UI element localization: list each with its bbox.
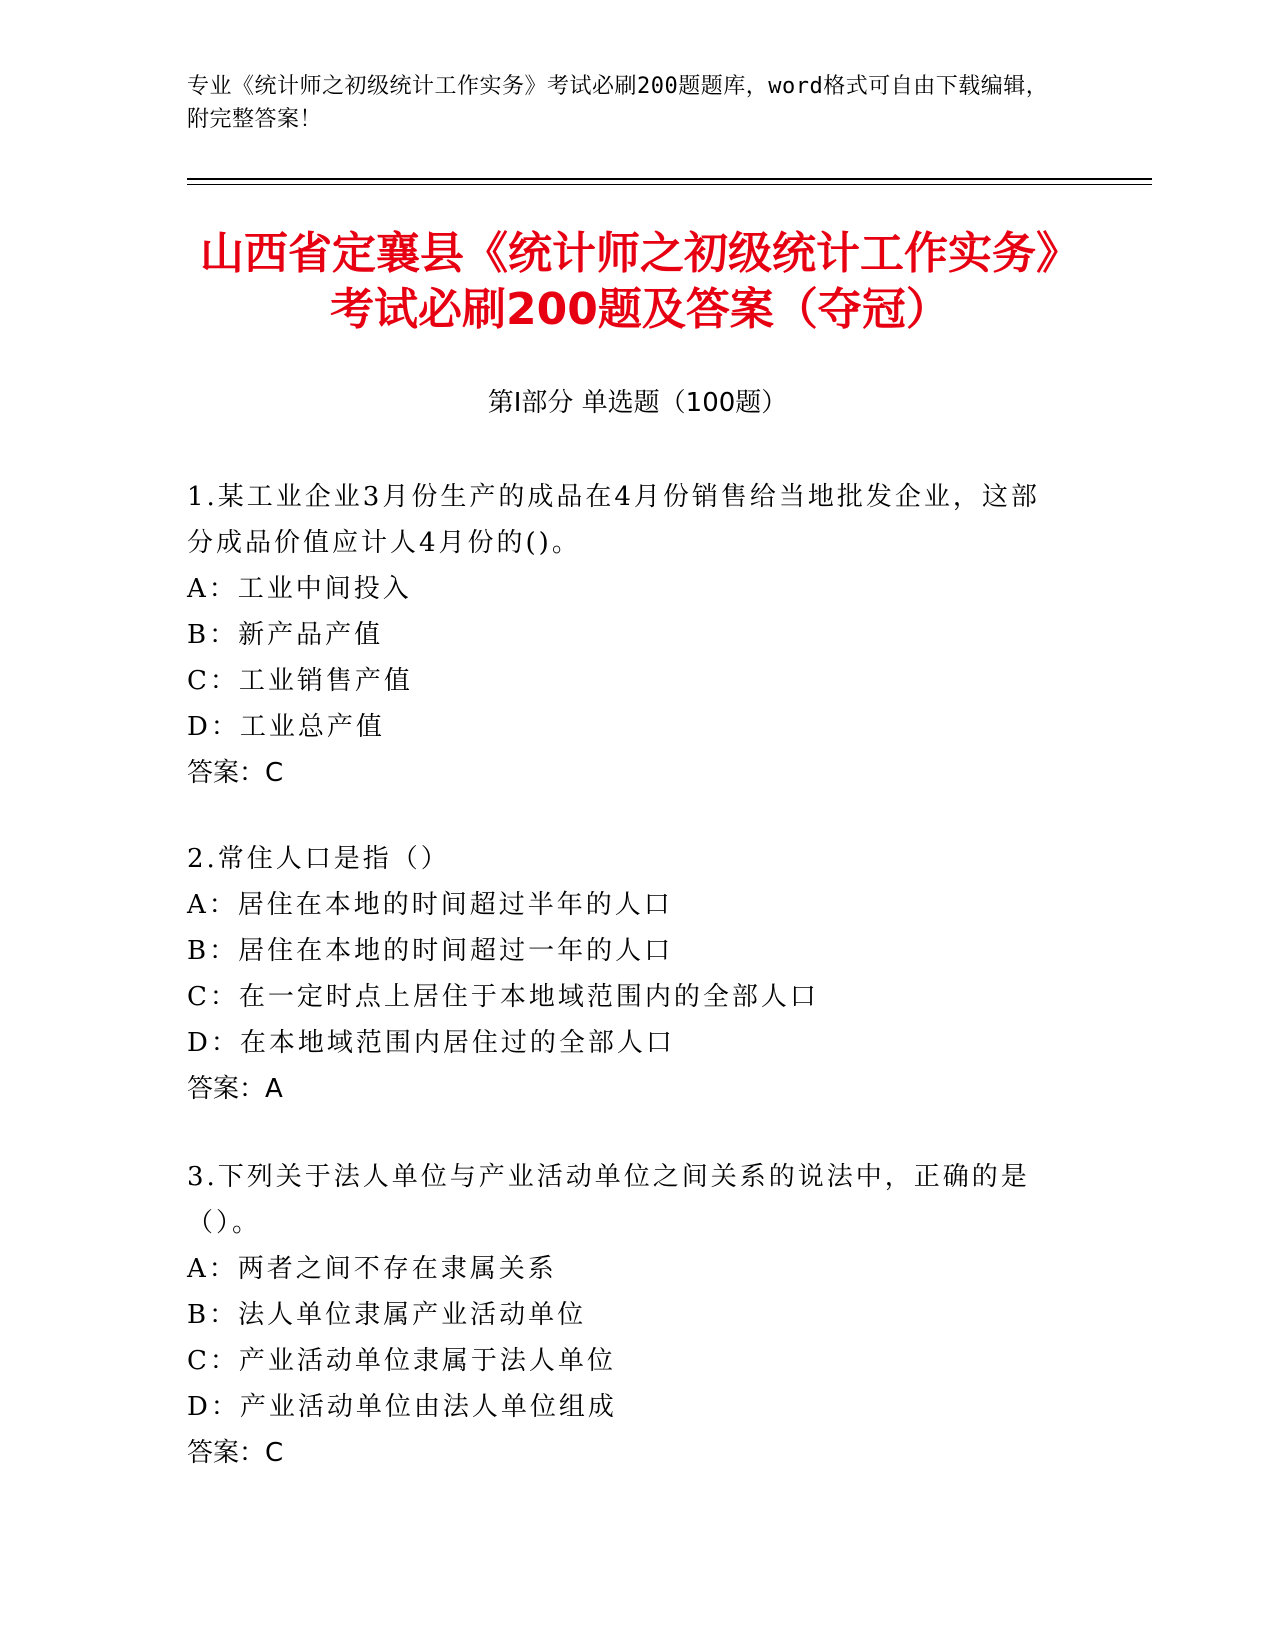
header-divider-thick (187, 178, 1152, 180)
header-note: 专业《统计师之初级统计工作实务》考试必刷200题题库，word格式可自由下载编辑，附完整答案！ (187, 74, 1049, 132)
option-c: C：产业活动单位隶属于法人单位 (187, 1346, 616, 1376)
option-b: B：新产品产值 (187, 620, 384, 650)
option-a: A：居住在本地的时间超过半年的人口 (187, 890, 673, 920)
question-stem: 2.常住人口是指（） (187, 844, 450, 874)
header-divider-thin (187, 184, 1152, 185)
question-1 (187, 474, 1067, 796)
option-c: C：在一定时点上居住于本地域范围内的全部人口 (187, 982, 819, 1012)
option-a: A：两者之间不存在隶属关系 (187, 1254, 557, 1284)
option-d: D：产业活动单位由法人单位组成 (187, 1392, 617, 1422)
answer: 答案：A (187, 1074, 283, 1104)
question-stem: 1.某工业企业3月份生产的成品在4月份销售给当地批发企业，这部分成品价值应计人4月份的()。 (187, 482, 1040, 558)
question-stem: 3.下列关于法人单位与产业活动单位之间关系的说法中，正确的是（）。 (187, 1162, 1030, 1238)
option-b: B：法人单位隶属产业活动单位 (187, 1300, 587, 1330)
document-title: 山西省定襄县《统计师之初级统计工作实务》考试必刷200题及答案（夺冠） (200, 228, 1080, 335)
option-d: D：工业总产值 (187, 712, 385, 742)
question-2 (187, 836, 1067, 1112)
answer: 答案：C (187, 758, 284, 788)
option-d: D：在本地域范围内居住过的全部人口 (187, 1028, 675, 1058)
option-c: C：工业销售产值 (187, 666, 413, 696)
answer: 答案：C (187, 1438, 284, 1468)
option-b: B：居住在本地的时间超过一年的人口 (187, 936, 674, 966)
question-3 (187, 1154, 1067, 1476)
option-a: A：工业中间投入 (187, 574, 412, 604)
section-heading: 第Ⅰ部分 单选题（100题） (487, 388, 788, 418)
